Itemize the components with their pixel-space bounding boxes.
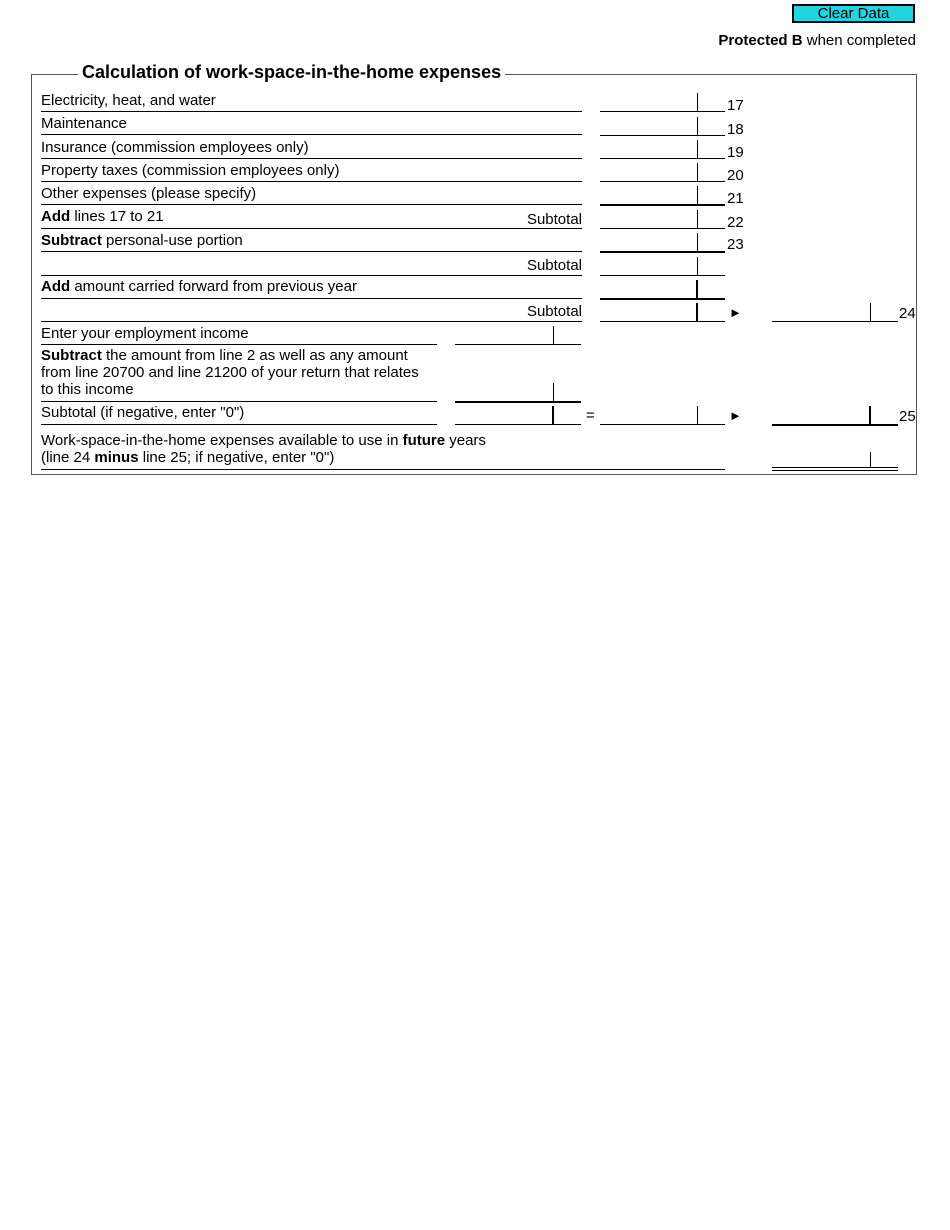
cents-divider [697, 186, 698, 204]
label-rule [41, 344, 437, 345]
label-rule [41, 469, 725, 470]
arrow-right-icon: ► [729, 305, 742, 320]
field-rule [455, 344, 581, 345]
subtotal-2-input[interactable] [600, 256, 725, 275]
label-rule [41, 181, 582, 182]
field-double-rule [772, 470, 898, 471]
electricity-label: Electricity, heat, and water [41, 92, 216, 109]
future-years-text-d: line 25; if negative, enter "0") [138, 449, 335, 466]
line-19-number: 19 [727, 144, 744, 161]
future-years-text-c: (line 24 [41, 449, 95, 466]
cents-divider [870, 303, 871, 321]
line-20-input[interactable] [600, 162, 725, 181]
field-rule [600, 204, 725, 206]
add-bold: Add [41, 208, 71, 225]
line-25-input[interactable] [772, 405, 898, 424]
label-rule [41, 275, 582, 276]
field-rule [600, 321, 725, 322]
subtract-amount-text: the amount from line 2 as well as any amount [101, 347, 408, 364]
subtotal-label: Subtotal [526, 257, 582, 274]
subtotal-label: Subtotal [526, 211, 582, 228]
cents-divider [552, 406, 554, 424]
subtract-amount-line1 [41, 347, 408, 364]
label-rule [41, 111, 582, 112]
line-19-input[interactable] [600, 139, 725, 158]
subtotal-negative-input[interactable] [455, 405, 581, 424]
field-rule [600, 228, 725, 229]
cents-divider [697, 406, 698, 424]
line-20-number: 20 [727, 167, 744, 184]
field-rule [455, 424, 581, 425]
line-22-input[interactable] [600, 209, 725, 228]
label-rule [41, 228, 582, 229]
cents-divider [697, 117, 698, 135]
personal-use-text: personal-use portion [101, 232, 243, 249]
property-taxes-label: Property taxes (commission employees only) [41, 162, 340, 179]
field-rule [600, 275, 725, 276]
subtract-amount-line2: from line 20700 and line 21200 of your return that relates [41, 364, 419, 381]
future-years-line2 [41, 449, 334, 466]
insurance-label: Insurance (commission employees only) [41, 139, 309, 156]
protected-b-label: Protected B [718, 32, 803, 49]
employment-income-label: Enter your employment income [41, 325, 249, 342]
subtotal-negative-carried-input[interactable] [600, 405, 725, 424]
cents-divider [697, 210, 698, 228]
line-24-number: 24 [899, 305, 916, 322]
field-rule [600, 158, 725, 159]
line-24-input[interactable] [772, 302, 898, 321]
cents-divider [697, 140, 698, 158]
protected-b-suffix: when completed [802, 32, 916, 49]
label-rule [41, 424, 437, 425]
subtract-amount-line3: to this income [41, 381, 134, 398]
line-22-number: 22 [727, 214, 744, 231]
cents-divider [870, 452, 871, 467]
field-rule [600, 111, 725, 112]
subtract-bold: Subtract [41, 347, 102, 364]
add-lines-label [41, 208, 164, 225]
cents-divider [697, 163, 698, 181]
carry-forward-label [41, 278, 357, 295]
field-rule [772, 467, 898, 468]
cents-divider [697, 257, 698, 275]
subtotal-negative-label: Subtotal (if negative, enter "0") [41, 404, 245, 421]
add-bold: Add [41, 278, 71, 295]
clear-data-button[interactable]: Clear Data [792, 4, 915, 23]
field-rule [772, 321, 898, 322]
equals-sign: = [586, 407, 595, 424]
add-lines-text: lines 17 to 21 [70, 208, 164, 225]
minus-bold: minus [94, 449, 139, 466]
carry-forward-text: amount carried forward from previous year [70, 278, 357, 295]
label-rule [41, 134, 582, 135]
cents-divider [553, 383, 554, 401]
line-17-input[interactable] [600, 92, 725, 111]
employment-income-input[interactable] [455, 325, 581, 344]
personal-use-label [41, 232, 243, 249]
cents-divider [697, 93, 698, 111]
line-23-input[interactable] [600, 232, 725, 251]
subtotal-label: Subtotal [526, 303, 582, 320]
subtract-bold: Subtract [41, 232, 102, 249]
label-rule [41, 401, 437, 402]
cents-divider [869, 406, 871, 424]
field-rule [600, 424, 725, 425]
label-rule [41, 158, 582, 159]
field-rule [600, 135, 725, 136]
cents-divider [696, 280, 698, 298]
label-rule [41, 204, 582, 205]
field-rule [455, 401, 581, 403]
future-years-line1 [41, 432, 486, 449]
other-expenses-label: Other expenses (please specify) [41, 185, 257, 202]
line-18-input[interactable] [600, 116, 725, 135]
future-bold: future [402, 432, 446, 449]
carry-forward-input[interactable] [600, 279, 725, 298]
field-rule [600, 181, 725, 182]
label-rule [41, 321, 582, 322]
label-rule [41, 251, 582, 252]
field-rule [772, 424, 898, 426]
cents-divider [696, 303, 698, 321]
maintenance-label: Maintenance [41, 115, 127, 132]
field-rule [600, 298, 725, 300]
future-years-text-a: Work-space-in-the-home expenses available to use in [41, 432, 403, 449]
label-rule [41, 298, 582, 299]
subtract-amount-input[interactable] [455, 382, 581, 401]
line-23-number: 23 [727, 236, 744, 253]
cents-divider [697, 233, 698, 251]
arrow-right-icon: ► [729, 408, 742, 423]
cents-divider [553, 326, 554, 344]
section-title: Calculation of work-space-in-the-home expenses [78, 62, 505, 83]
line-25-number: 25 [899, 408, 916, 425]
line-21-number: 21 [727, 190, 744, 207]
future-years-text-b: years [445, 432, 486, 449]
protected-b-notice [718, 32, 916, 49]
field-rule [600, 251, 725, 253]
line-17-number: 17 [727, 97, 744, 114]
line-21-input[interactable] [600, 185, 725, 204]
line-18-number: 18 [727, 121, 744, 138]
subtotal-3-input[interactable] [600, 302, 725, 321]
future-years-input[interactable] [772, 450, 898, 467]
